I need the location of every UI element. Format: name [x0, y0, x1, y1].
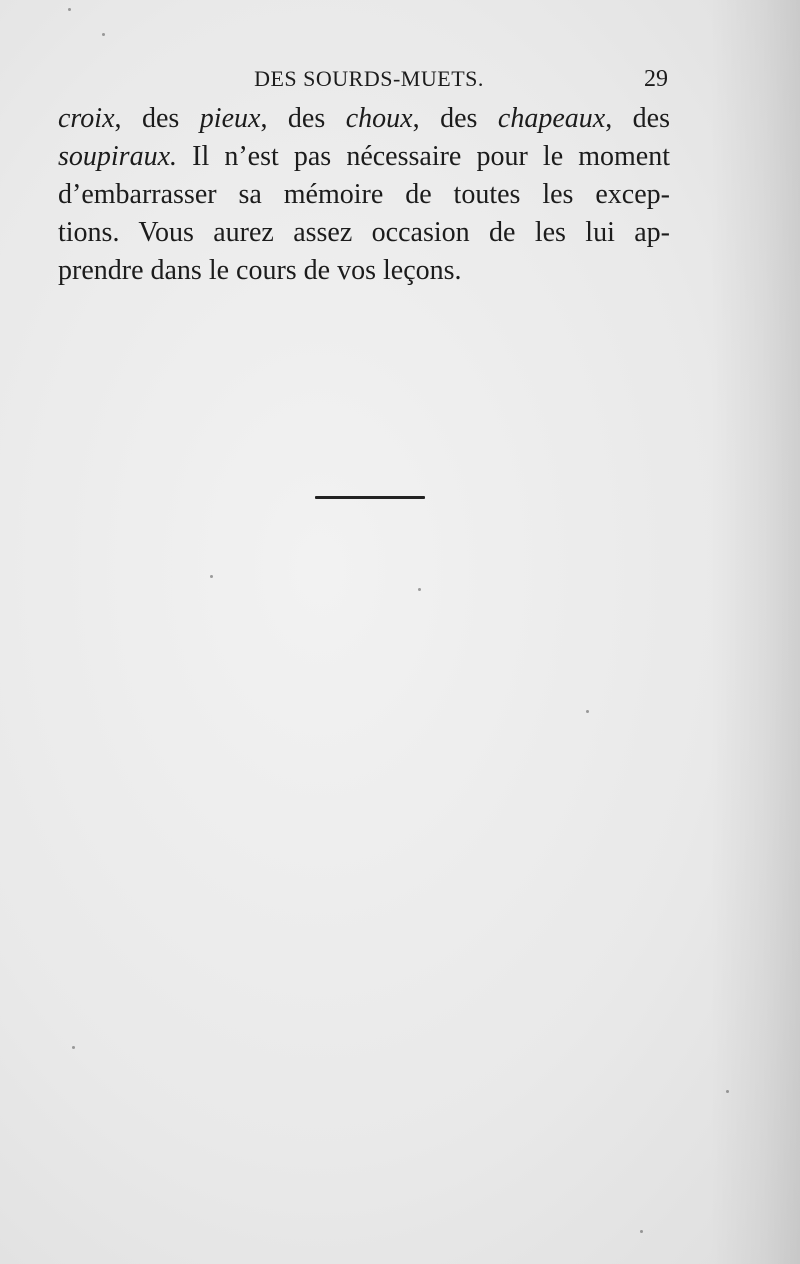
text-run: , des	[605, 103, 670, 134]
paper-speck	[418, 588, 421, 591]
italic-word: pieux	[199, 103, 261, 134]
text-line	[58, 138, 670, 176]
page-number: 29	[644, 66, 668, 92]
section-rule	[315, 496, 425, 499]
text-run: tions. Vous aurez assez occasion de les lui ap-	[58, 217, 670, 248]
paper-speck	[586, 710, 589, 713]
page-edge-shadow	[710, 0, 800, 1264]
running-head: DES SOURDS-MUETS.	[254, 66, 484, 91]
italic-word: soupiraux.	[58, 141, 177, 172]
paper-speck	[68, 8, 71, 11]
paper-speck	[210, 575, 213, 578]
text-run: prendre dans le cours de vos leçons.	[58, 255, 462, 286]
text-run: , des	[260, 103, 346, 134]
text-line	[58, 252, 670, 290]
text-run: , des	[114, 103, 200, 134]
text-run: , des	[412, 103, 498, 134]
text-line	[58, 214, 670, 252]
text-run: Il n’est pas nécessaire pour le moment	[177, 141, 670, 172]
italic-word: chapeaux	[497, 103, 606, 134]
paper-speck	[72, 1046, 75, 1049]
paper-speck	[726, 1090, 729, 1093]
paper-speck	[102, 33, 105, 36]
paper-speck	[640, 1230, 643, 1233]
text-line	[58, 100, 670, 138]
body-text	[58, 100, 670, 290]
text-line	[58, 176, 670, 214]
page-header	[58, 60, 680, 100]
italic-word: croix	[58, 103, 115, 134]
italic-word: choux	[345, 103, 413, 134]
text-run: d’embarrasser sa mémoire de toutes les excep-	[58, 179, 670, 210]
